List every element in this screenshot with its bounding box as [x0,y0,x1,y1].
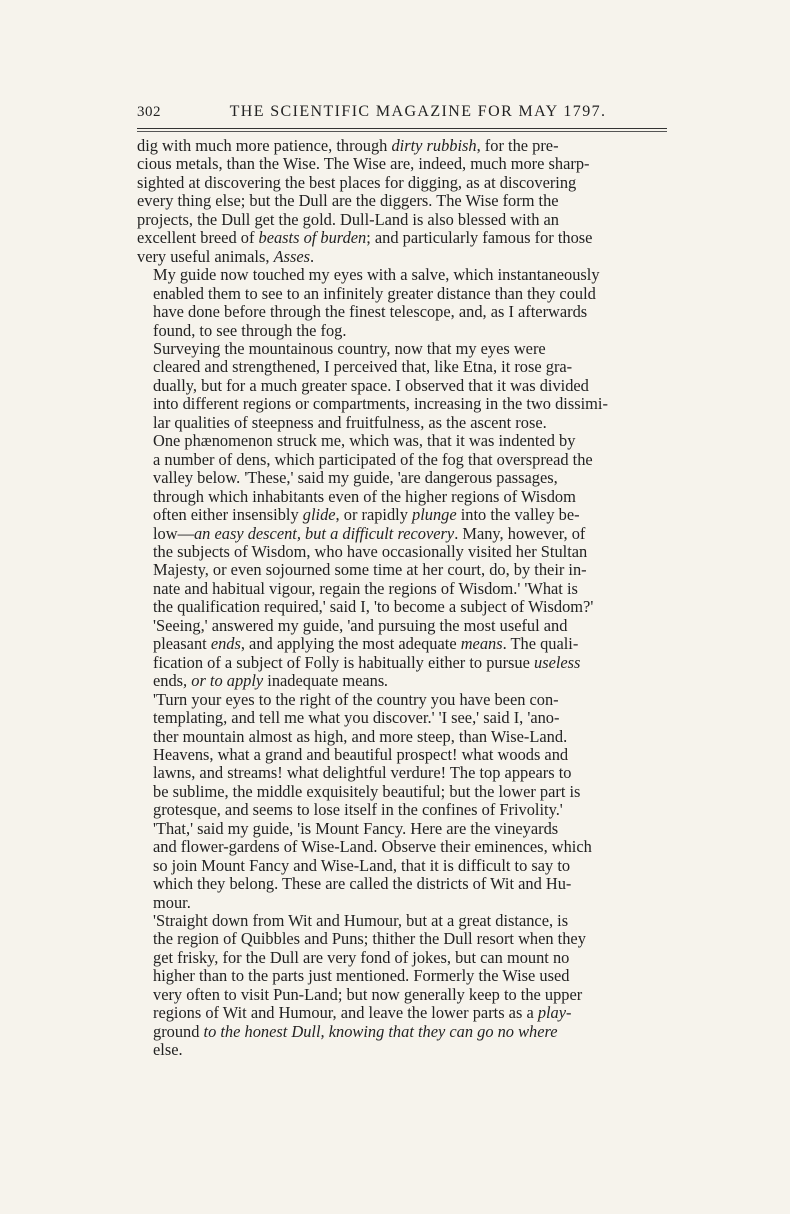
text: and flower-gardens of Wise-Land. Observe their eminences, which [153,837,592,857]
text: valley below. 'These,' said my guide, 'are dangerous passages, [153,468,558,488]
text: lawns, and streams! what delightful verdure! The top appears to [153,763,572,783]
text: every thing else; but the Dull are the diggers. The Wise form the [137,191,559,211]
text: , for the pre- [476,136,559,155]
text: found, to see through the fog. [153,320,347,340]
text: ground [153,1021,200,1041]
text: cious metals, than the Wise. The Wise are, indeed, much more sharp- [137,154,590,174]
text-line [137,875,673,893]
text: ends [153,671,184,691]
text: so join Mount Fancy and Wise-Land, that it is difficult to say to [153,855,571,875]
text-line [137,432,673,450]
text-line [137,986,673,1004]
text-line [137,266,673,284]
italic-text: play- [537,1003,572,1023]
page-number: 302 [137,104,161,120]
text-line [137,949,673,967]
text: higher than to the parts just mentioned. Formerly the Wise used [153,966,570,986]
text: nate and habitual vigour, regain the regions of Wisdom.' 'What is [153,578,578,598]
text: 'Turn your eyes to the right of the country you have been con- [153,689,559,709]
text-line [137,248,673,266]
text: templating, and tell me what you discover.' 'I see,' said I, 'ano- [153,708,560,728]
text-line [137,543,673,561]
text-line [137,967,673,985]
italic-text: dirty rubbish [391,136,477,155]
text: My guide now touched my eyes with a salve, which instantaneously [153,265,600,285]
text: 'Seeing,' answered my guide, 'and pursuing the most useful and [153,615,568,635]
text: enabled them to see to an infinitely greater distance than they could [153,283,596,303]
text: else. [153,1040,183,1060]
paragraph [137,691,673,912]
paragraph [137,340,673,432]
text: projects, the Dull get the gold. Dull-Land is also blessed with an [137,209,559,229]
text: which they belong. These are called the districts of Wit and Hu- [153,874,572,894]
article-body [137,137,673,1060]
text: 'Straight down from Wit and Humour, but at a great distance, is [153,911,569,931]
text: the region of Quibbles and Puns; thither the Dull resort when they [153,929,586,949]
text: One phænomenon struck me, which was, that it was indented by [153,431,576,451]
italic-text: beasts of burden [258,228,367,248]
italic-text: to the honest Dull, knowing that they can go no where [199,1021,558,1041]
text: fication of a subject of Folly is habitually either to pursue [153,652,534,672]
italic-text: an easy descent, but a difficult recovery [193,523,455,543]
text: often either insensibly [153,505,303,525]
text: very often to visit Pun-Land; but now generally keep to the upper [153,984,583,1004]
text-line [137,894,673,912]
text: Heavens, what a grand and beautiful prospect! what woods and [153,744,569,764]
text-line [137,764,673,782]
text-line [137,617,673,635]
text-line [137,561,673,579]
text: dually, but for a much greater space. I observed that it was divided [153,375,589,395]
paragraph [137,432,673,690]
text: the subjects of Wisdom, who have occasionally visited her Stultan [153,541,588,561]
text: a number of dens, which participated of the fog that overspread the [153,449,593,469]
italic-text: ends [210,634,241,654]
text: through which inhabitants even of the higher regions of Wisdom [153,486,576,506]
text-line [137,506,673,524]
text-line [137,451,673,469]
text: sighted at discovering the best places for digging, as at discovering [137,172,577,192]
text: Majesty, or even sojourned some time at her court, do, by their in- [153,560,587,580]
text-line [137,930,673,948]
italic-text: glide [302,505,336,525]
text: . Many, however, of [454,523,586,543]
text: ther mountain almost as high, and more steep, than Wise-Land. [153,726,568,746]
text: , or rapidly [335,505,413,525]
text: dig with much more patience, through [137,136,392,155]
text-line [137,229,673,247]
text-line [137,912,673,930]
text: cleared and strengthened, I perceived that, like Etna, it rose gra- [153,357,573,377]
text: regions of Wit and Humour, and leave the lower parts as a [153,1003,538,1023]
text: . The quali- [502,634,579,654]
text-line [137,414,673,432]
text: lar qualities of steepness and fruitfulness, as the ascent rose. [153,412,547,432]
text-line [137,192,673,210]
text-line [137,395,673,413]
text: excellent breed of [137,228,259,248]
text-line [137,1004,673,1022]
italic-text: Asses [273,246,310,266]
text-line [137,857,673,875]
running-title: THE SCIENTIFIC MAGAZINE FOR MAY 1797. [229,103,607,120]
text: grotesque, and seems to lose itself in the confines of Frivolity.' [153,800,563,820]
text-line [137,783,673,801]
text: 'That,' said my guide, 'is Mount Fancy. Here are the vineyards [153,818,559,838]
header-rule [137,128,667,132]
text-line [137,728,673,746]
text: inadequate means [267,671,385,691]
text: have done before through the finest telescope, and, as I afterwards [153,302,588,322]
italic-text: means [460,634,503,654]
text-line [137,211,673,229]
text-line [137,801,673,819]
paragraph [137,266,673,340]
text-line [137,155,673,173]
text-line [137,580,673,598]
text: ; and particularly famous for those [366,228,593,248]
text-line [137,285,673,303]
text-line [137,322,673,340]
text-line [137,820,673,838]
paragraph [137,137,673,266]
text-line [137,709,673,727]
text-line [137,377,673,395]
text: into different regions or compartments, increasing in the two dissimi- [153,394,608,414]
text: mour. [153,892,191,912]
text-line [137,691,673,709]
text-line [137,838,673,856]
text-line [137,598,673,616]
text-line [137,654,673,672]
italic-text: , or to apply [183,671,268,691]
text-line [137,340,673,358]
text-line [137,358,673,376]
text: very useful animals, [137,246,274,266]
text-line [137,469,673,487]
text: . [310,246,315,266]
text-line [137,488,673,506]
paragraph [137,912,673,1060]
text: Surveying the mountainous country, now that my eyes were [153,338,546,358]
text-line [137,303,673,321]
italic-text: plunge [412,505,457,525]
text: , and applying the most adequate [240,634,461,654]
text: be sublime, the middle exquisitely beautiful; but the lower part is [153,781,581,801]
text-line [137,635,673,653]
text-line [137,174,673,192]
text-line [137,137,673,155]
page-header [137,103,667,121]
text-line [137,1023,673,1041]
italic-text: . [384,671,389,691]
text: into the valley be- [456,505,580,525]
text: get frisky, for the Dull are very fond of jokes, but can mount no [153,947,570,967]
text: pleasant [153,634,211,654]
text-line [137,746,673,764]
text: the qualification required,' said I, 'to become a subject of Wisdom?' [153,597,594,617]
text-line [137,525,673,543]
text: low— [153,523,194,543]
text-line [137,1041,673,1059]
text-line [137,672,673,690]
italic-text: useless [534,652,581,672]
